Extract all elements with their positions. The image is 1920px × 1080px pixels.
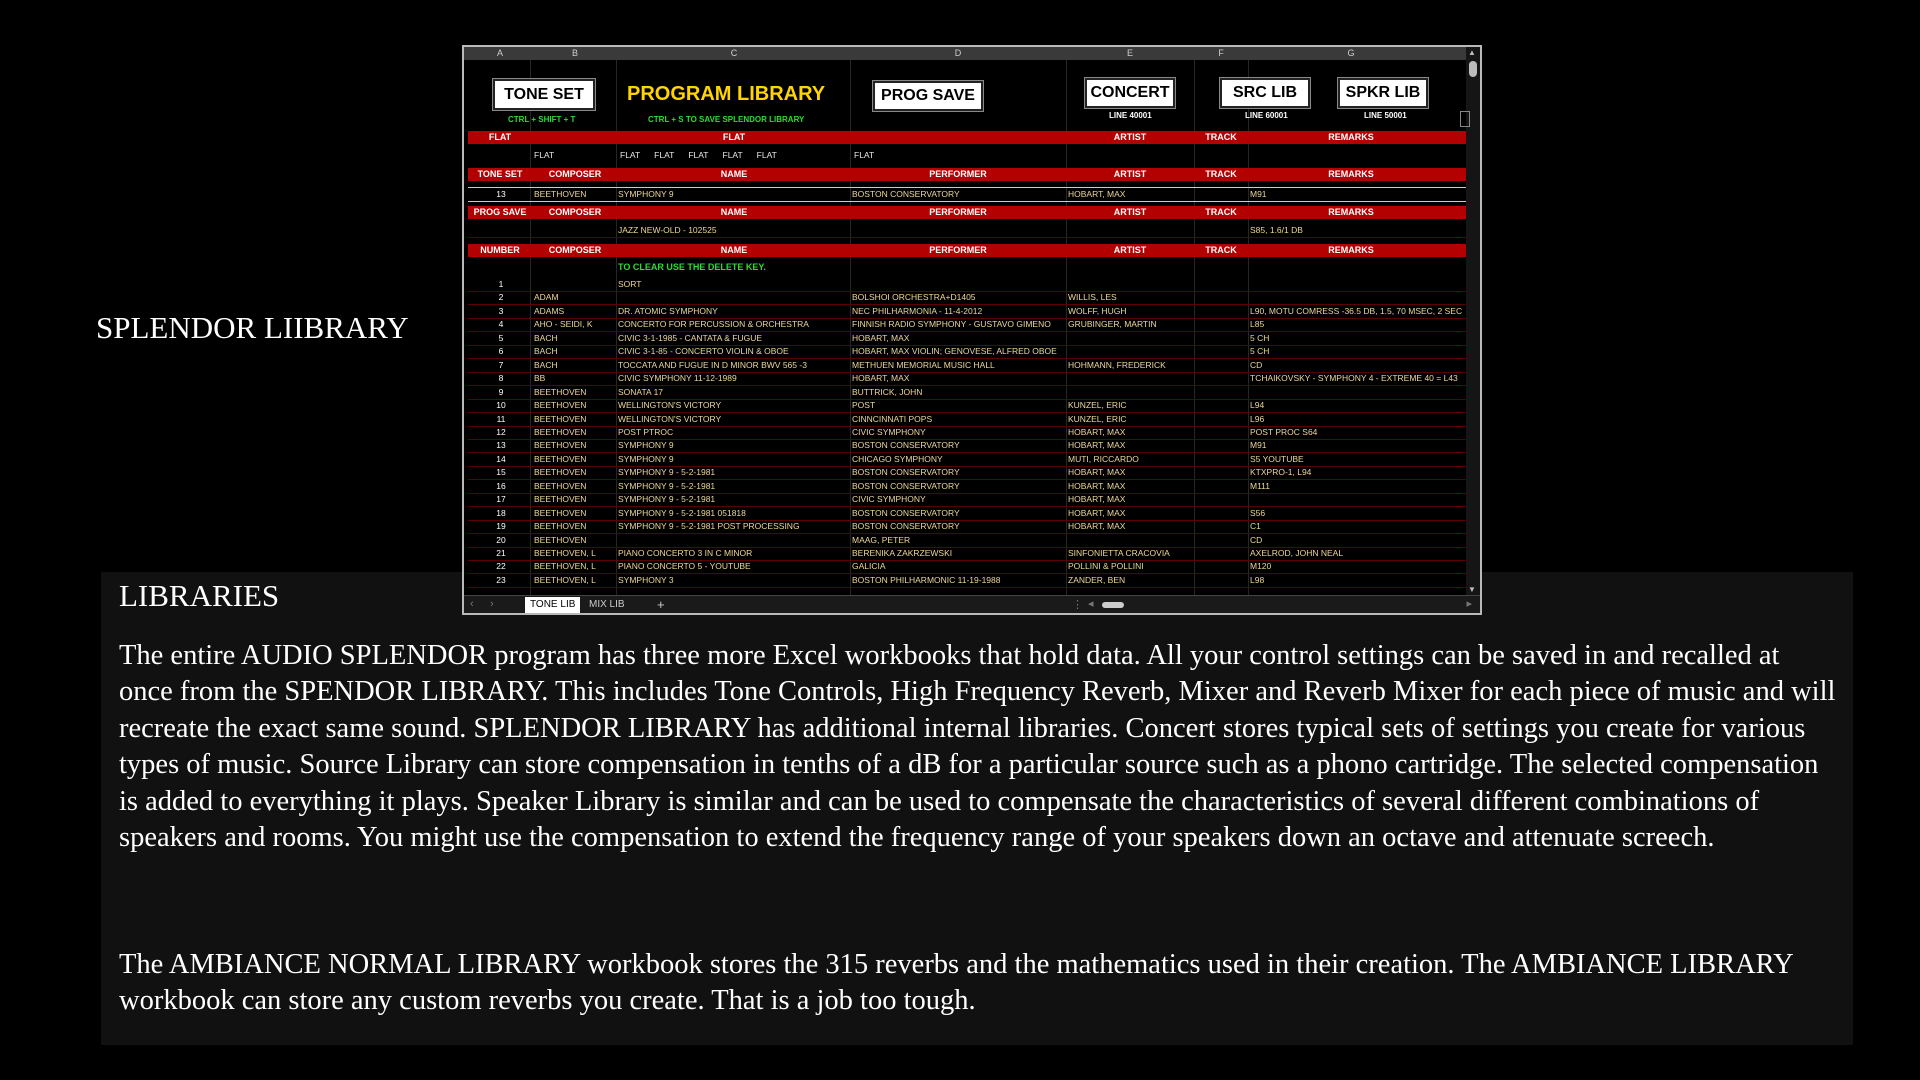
column-header-e[interactable]: E (1126, 48, 1134, 58)
cell-artist[interactable]: HOBART, MAX (1068, 507, 1126, 518)
table-row[interactable] (468, 332, 1466, 346)
cell-composer[interactable]: BEETHOVEN (534, 400, 587, 411)
cell-composer[interactable]: BEETHOVEN (534, 386, 587, 397)
cell-name[interactable]: SYMPHONY 9 - 5-2-1981 (618, 480, 716, 491)
prog-save-button[interactable]: PROG SAVE (872, 80, 984, 112)
column-header-g[interactable]: G (1347, 48, 1355, 58)
cell-name[interactable]: SYMPHONY 9 (618, 453, 674, 464)
vertical-scrollbar[interactable] (1466, 47, 1480, 595)
cell-composer[interactable]: ADAMS (534, 305, 565, 316)
cell-composer[interactable]: BEETHOVEN (534, 480, 587, 491)
row-number: 1 (498, 279, 504, 289)
row-number: 6 (498, 346, 504, 357)
cell-name[interactable]: SYMPHONY 9 - 5-2-1981 (618, 467, 716, 478)
tone-set-row[interactable] (468, 187, 1466, 202)
row-number: 16 (496, 480, 506, 491)
cell-name[interactable]: PIANO CONCERTO 5 - YOUTUBE (618, 561, 751, 572)
header-cell: ARTIST (1113, 132, 1147, 142)
tab-next-icon[interactable]: › (490, 598, 494, 610)
header-cell: ARTIST (1113, 245, 1147, 255)
cell-name[interactable]: CIVIC 3-1-85 - CONCERTO VIOLIN & OBOE (618, 346, 789, 357)
header-cell: TONE SET (477, 169, 523, 179)
cell-composer[interactable]: BEETHOVEN (534, 426, 587, 437)
cell-performer[interactable]: POST (852, 400, 876, 411)
row-number: 3 (498, 305, 504, 316)
cell-name[interactable]: CIVIC SYMPHONY 11-12-1989 (618, 373, 737, 384)
cell-composer[interactable]: BB (534, 373, 546, 384)
cell-composer[interactable]: AHO - SEIDI, K (534, 319, 593, 330)
paragraph-1: The entire AUDIO SPLENDOR program has three more Excel workbooks that hold data. All your control settings can be saved in and recalled at once from the SPENDOR LIBRARY. This includes Tone Controls, High Frequency Reverb, Mixer and Reverb Mixer for each piece of music and will recreate the exact same sound. SPLENDOR LIBRARY has additional internal libraries. Concert stores typical sets of settings you create for various types of music. Source Library can store compensation in tenths of a dB for a particular source such as a phono cartridge. The selected compensation is added to everything it plays. Speaker Library is similar and can be used to compensate the characteristics of several different combinations of speakers and rooms. You might use the compensation to extend the frequency range of your speakers down an octave and attenuate screech. (119, 640, 1836, 854)
cell-performer[interactable]: METHUEN MEMORIAL MUSIC HALL (852, 359, 995, 370)
table-row[interactable] (468, 413, 1466, 427)
cell-composer[interactable]: BEETHOVEN (534, 521, 587, 532)
header-cell: FLAT (722, 132, 746, 142)
table-row[interactable] (468, 466, 1466, 480)
row-number: 15 (496, 467, 506, 478)
header-cell: PERFORMER (929, 245, 987, 255)
header-cell: NAME (720, 169, 748, 179)
cell-performer[interactable]: BOSTON CONSERVATORY (852, 507, 960, 518)
cell-composer[interactable]: BACH (534, 346, 558, 357)
cell-name[interactable]: SORT (618, 279, 642, 289)
cell-remarks[interactable]: L90, MOTU COMRESS -36.5 DB, 1.5, 70 MSEC, 2 SEC (1250, 305, 1463, 316)
row-number: 12 (496, 426, 506, 437)
column-header-c[interactable]: C (730, 48, 738, 58)
row-number: 18 (496, 507, 506, 518)
cell-artist[interactable]: HOBART, MAX (1068, 426, 1126, 437)
cell-artist[interactable]: HOBART, MAX (1068, 440, 1126, 451)
cell-remarks[interactable]: AXELROD, JOHN NEAL (1250, 548, 1344, 558)
column-header-b[interactable]: B (571, 48, 579, 58)
clear-instruction: TO CLEAR USE THE DELETE KEY. (618, 262, 766, 272)
horizontal-scrollbar[interactable] (1088, 598, 1472, 610)
tone-set-shortcut-hint: CTRL + SHIFT + T (508, 115, 576, 124)
cell-name[interactable]: PIANO CONCERTO 3 IN C MINOR (618, 548, 753, 558)
table-row[interactable] (468, 372, 1466, 386)
cell-performer[interactable]: HOBART, MAX (852, 332, 910, 343)
cell-remarks[interactable]: POST PROC S64 (1250, 426, 1318, 437)
save-shortcut-hint: CTRL + S TO SAVE SPLENDOR LIBRARY (648, 115, 805, 124)
cell-performer[interactable]: CINNCINNATI POPS (852, 413, 933, 424)
cell-remarks[interactable]: M91 (1250, 440, 1267, 451)
column-header-a[interactable]: A (496, 48, 504, 58)
cell-name[interactable]: CONCERTO FOR PERCUSSION & ORCHESTRA (618, 319, 809, 330)
column-header-d[interactable]: D (954, 48, 962, 58)
tone-set-button[interactable]: TONE SET (492, 78, 596, 111)
cell-remarks[interactable]: S56 (1250, 507, 1266, 518)
table-row[interactable] (468, 278, 1466, 292)
header-cell: REMARKS (1328, 245, 1374, 255)
cell-performer[interactable]: NEC PHILHARMONIA - 11-4-2012 (852, 305, 983, 316)
cell-artist[interactable]: HOBART, MAX (1068, 480, 1126, 491)
cell-performer[interactable]: CHICAGO SYMPHONY (852, 453, 943, 464)
cell-remarks[interactable]: TCHAIKOVSKY - SYMPHONY 4 - EXTREME 40 = L43 (1250, 373, 1458, 384)
column-header-bar (464, 47, 1466, 60)
cell-name[interactable]: SYMPHONY 9 - 5-2-1981 (618, 494, 716, 505)
table-row[interactable] (468, 426, 1466, 440)
cell-performer[interactable]: BOLSHOI ORCHESTRA+D1405 (852, 292, 976, 303)
row-number: 22 (496, 561, 506, 572)
row-number: 2 (498, 292, 504, 303)
cell-performer[interactable]: BOSTON CONSERVATORY (852, 480, 960, 491)
cell-artist[interactable]: WOLFF, HUGH (1068, 305, 1127, 316)
cell-name[interactable]: SYMPHONY 3 (618, 574, 674, 585)
table-row[interactable] (468, 560, 1466, 574)
cell-remarks[interactable]: S5 YOUTUBE (1250, 453, 1304, 464)
panel-heading: LIBRARIES (119, 578, 280, 613)
flat-value-c[interactable]: FLAT FLAT FLAT FLAT FLAT (620, 150, 777, 160)
cell-composer[interactable]: BEETHOVEN, L (534, 548, 596, 558)
prog-save-header-bar (468, 206, 1466, 219)
src-lib-button[interactable]: SRC LIB (1219, 77, 1311, 109)
cell-artist[interactable]: POLLINI & POLLINI (1068, 561, 1144, 572)
row-number: 13 (496, 189, 506, 199)
number-header-bar (468, 244, 1466, 257)
table-row[interactable] (468, 453, 1466, 467)
cell-marker (1460, 111, 1470, 127)
cell-remarks[interactable]: M120 (1250, 561, 1272, 572)
header-cell: PERFORMER (929, 169, 987, 179)
table-row[interactable] (468, 359, 1466, 373)
cell-name[interactable]: DR. ATOMIC SYMPHONY (618, 305, 718, 316)
header-cell: COMPOSER (548, 169, 602, 179)
cell-composer[interactable]: BACH (534, 332, 558, 343)
flat-value-b[interactable]: FLAT (534, 150, 555, 160)
cell-name[interactable]: WELLINGTON'S VICTORY (618, 413, 722, 424)
cell-remarks[interactable]: 5 CH (1250, 346, 1270, 357)
scroll-down-icon[interactable]: ▼ (1468, 585, 1476, 594)
cell-composer[interactable]: BEETHOVEN (534, 507, 587, 518)
header-cell: TRACK (1205, 207, 1237, 217)
flat-value-d[interactable]: FLAT (854, 150, 875, 160)
cell-artist[interactable]: HOBART, MAX (1068, 494, 1126, 505)
header-cell: FLAT (488, 132, 512, 142)
cell-performer[interactable]: BOSTON CONSERVATORY (852, 440, 960, 451)
header-cell: ARTIST (1113, 207, 1147, 217)
table-row[interactable] (468, 493, 1466, 507)
cell-remarks[interactable]: C1 (1250, 521, 1261, 532)
cell-composer[interactable]: BEETHOVEN, L (534, 574, 596, 585)
cell-composer[interactable]: BEETHOVEN (534, 189, 587, 199)
header-cell: TRACK (1205, 132, 1237, 142)
cell-performer[interactable]: BOSTON PHILHARMONIC 11-19-1988 (852, 574, 1001, 585)
cell-composer[interactable]: ADAM (534, 292, 559, 303)
cell-artist[interactable]: ZANDER, BEN (1068, 574, 1126, 585)
scroll-left-icon[interactable]: ◂ (1088, 598, 1094, 610)
header-cell: NAME (720, 245, 748, 255)
cell-remarks[interactable]: S85, 1.6/1 DB (1250, 225, 1303, 235)
cell-artist[interactable]: HOBART, MAX (1068, 521, 1126, 532)
tab-prev-icon[interactable]: ‹ (470, 598, 474, 610)
cell-composer[interactable]: BEETHOVEN (534, 534, 587, 545)
cell-composer[interactable]: BEETHOVEN (534, 440, 587, 451)
header-cell: REMARKS (1328, 132, 1374, 142)
table-row[interactable] (468, 305, 1466, 319)
cell-name[interactable]: SYMPHONY 9 - 5-2-1981 051818 (618, 507, 746, 518)
cell-remarks[interactable]: CD (1250, 359, 1263, 370)
cell-performer[interactable]: CIVIC SYMPHONY (852, 494, 926, 505)
flat-header-bar (468, 131, 1466, 144)
program-library-title: PROGRAM LIBRARY (627, 83, 826, 105)
cell-composer[interactable]: BEETHOVEN (534, 413, 587, 424)
table-row[interactable] (468, 520, 1466, 534)
table-row[interactable] (468, 507, 1466, 521)
cell-name[interactable]: SONATA 17 (618, 386, 664, 397)
scroll-up-icon[interactable]: ▲ (1468, 48, 1476, 57)
row-number: 9 (498, 386, 504, 397)
cell-artist[interactable]: MUTI, RICCARDO (1068, 453, 1139, 464)
cell-artist[interactable]: HOBART, MAX (1068, 189, 1126, 199)
cell-performer[interactable]: MAAG, PETER (852, 534, 911, 545)
cell-performer[interactable]: HOBART, MAX (852, 373, 910, 384)
cell-composer[interactable]: BEETHOVEN (534, 494, 587, 505)
cell-composer[interactable]: BEETHOVEN (534, 453, 587, 464)
cell-artist[interactable]: KUNZEL, ERIC (1068, 400, 1127, 411)
row-number: 10 (496, 400, 506, 411)
cell-remarks[interactable]: L94 (1250, 400, 1265, 411)
header-cell: TRACK (1205, 245, 1237, 255)
cell-artist[interactable]: HOHMANN, FREDERICK (1068, 359, 1166, 370)
column-header-f[interactable]: F (1218, 48, 1224, 58)
cell-remarks[interactable]: 5 CH (1250, 332, 1270, 343)
row-number: 23 (496, 574, 506, 585)
cell-name[interactable]: JAZZ NEW-OLD - 102525 (618, 225, 717, 235)
slide-title: SPLENDOR LIIBRARY (96, 310, 409, 345)
table-row[interactable] (468, 318, 1466, 332)
row-number: 21 (496, 548, 506, 558)
cell-performer[interactable]: BOSTON CONSERVATORY (852, 521, 960, 532)
tab-tone-lib[interactable]: TONE LIB (525, 597, 580, 615)
header-cell: COMPOSER (548, 207, 602, 217)
cell-name[interactable]: SYMPHONY 9 (618, 189, 674, 199)
cell-performer[interactable]: CIVIC SYMPHONY (852, 426, 926, 437)
cell-performer[interactable]: FINNISH RADIO SYMPHONY - GUSTAVO GIMENO (852, 319, 1051, 330)
cell-name[interactable]: WELLINGTON'S VICTORY (618, 400, 722, 411)
cell-remarks[interactable]: L96 (1250, 413, 1265, 424)
cell-name[interactable]: CIVIC 3-1-1985 - CANTATA & FUGUE (618, 332, 763, 343)
horizontal-scroll-thumb[interactable] (1102, 602, 1124, 608)
cell-composer[interactable]: BEETHOVEN (534, 467, 587, 478)
table-row[interactable] (468, 534, 1466, 548)
cell-name[interactable]: SYMPHONY 9 - 5-2-1981 POST PROCESSING (618, 521, 800, 532)
row-number: 5 (498, 332, 504, 343)
row-number: 13 (496, 440, 506, 451)
header-cell: NAME (720, 207, 748, 217)
cell-artist[interactable]: GRUBINGER, MARTIN (1068, 319, 1157, 330)
cell-performer[interactable]: BOSTON CONSERVATORY (852, 467, 960, 478)
table-row[interactable] (468, 439, 1466, 453)
sheet-tab-bar (464, 595, 1480, 614)
header-cell: ARTIST (1113, 169, 1147, 179)
cell-composer[interactable]: BACH (534, 359, 558, 370)
concert-line-label: LINE 40001 (1109, 111, 1152, 120)
row-number: 7 (498, 359, 504, 370)
cell-remarks[interactable]: KTXPRO-1, L94 (1250, 467, 1312, 478)
cell-name[interactable]: POST PTROC (618, 426, 674, 437)
cell-remarks[interactable]: L98 (1250, 574, 1265, 585)
cell-artist[interactable]: HOBART, MAX (1068, 467, 1126, 478)
more-options-icon[interactable]: ⋮ (1072, 599, 1083, 611)
row-number: 20 (496, 534, 506, 545)
cell-remarks[interactable]: L85 (1250, 319, 1265, 330)
table-row[interactable] (468, 386, 1466, 400)
header-cell: PERFORMER (929, 207, 987, 217)
table-row[interactable] (468, 345, 1466, 359)
header-cell: PROG SAVE (473, 207, 527, 217)
header-cell: REMARKS (1328, 169, 1374, 179)
table-row[interactable] (468, 480, 1466, 494)
cell-performer[interactable]: BOSTON CONSERVATORY (852, 189, 960, 199)
cell-remarks[interactable]: CD (1250, 534, 1263, 545)
cell-performer[interactable]: GALICIA (852, 561, 886, 572)
cell-artist[interactable]: SINFONIETTA CRACOVIA (1068, 548, 1170, 558)
row-number: 4 (498, 319, 504, 330)
row-number: 8 (498, 373, 504, 384)
cell-performer[interactable]: BUTTRICK, JOHN (852, 386, 923, 397)
row-number: 11 (496, 413, 506, 424)
prog-save-row[interactable] (468, 224, 1466, 238)
cell-performer[interactable]: HOBART, MAX VIOLIN; GENOVESE, ALFRED OBOE (852, 346, 1057, 357)
libraries-panel (101, 572, 1853, 1045)
src-lib-line-label: LINE 60001 (1245, 111, 1288, 120)
header-cell: TRACK (1205, 169, 1237, 179)
row-number: 14 (496, 453, 506, 464)
table-row[interactable] (468, 291, 1466, 305)
spkr-lib-line-label: LINE 50001 (1364, 111, 1407, 120)
cell-name[interactable]: SYMPHONY 9 (618, 440, 674, 451)
header-cell: NUMBER (480, 245, 520, 255)
cell-performer[interactable]: BERENIKA ZAKRZEWSKI (852, 548, 953, 558)
table-row[interactable] (468, 547, 1466, 561)
cell-artist[interactable]: WILLIS, LES (1068, 292, 1117, 303)
tone-set-header-bar (468, 168, 1466, 181)
cell-name[interactable]: TOCCATA AND FUGUE IN D MINOR BWV 565 -3 (618, 359, 807, 370)
paragraph-2: The AMBIANCE NORMAL LIBRARY workbook stores the 315 reverbs and the mathematics used in their creation. The AMBIANCE LIBRARY workbook can store any custom reverbs you create. That is a job too tough. (119, 949, 1793, 1017)
vertical-scroll-thumb[interactable] (1469, 61, 1477, 77)
spreadsheet-window (462, 45, 1482, 615)
row-number: 17 (496, 494, 506, 505)
header-cell: COMPOSER (548, 245, 602, 255)
spkr-lib-button[interactable]: SPKR LIB (1337, 77, 1429, 109)
cell-artist[interactable]: KUNZEL, ERIC (1068, 413, 1127, 424)
tab-mix-lib[interactable]: MIX LIB (589, 599, 625, 610)
concert-button[interactable]: CONCERT (1084, 77, 1176, 109)
table-row[interactable] (468, 574, 1466, 588)
cell-remarks[interactable]: M111 (1250, 480, 1271, 491)
table-row[interactable] (468, 399, 1466, 413)
row-number: 19 (496, 521, 506, 532)
header-cell: REMARKS (1328, 207, 1374, 217)
scroll-right-icon[interactable]: ▸ (1466, 598, 1472, 610)
cell-composer[interactable]: BEETHOVEN, L (534, 561, 596, 572)
add-sheet-button[interactable]: + (657, 597, 665, 612)
cell-remarks[interactable]: M91 (1250, 189, 1267, 199)
